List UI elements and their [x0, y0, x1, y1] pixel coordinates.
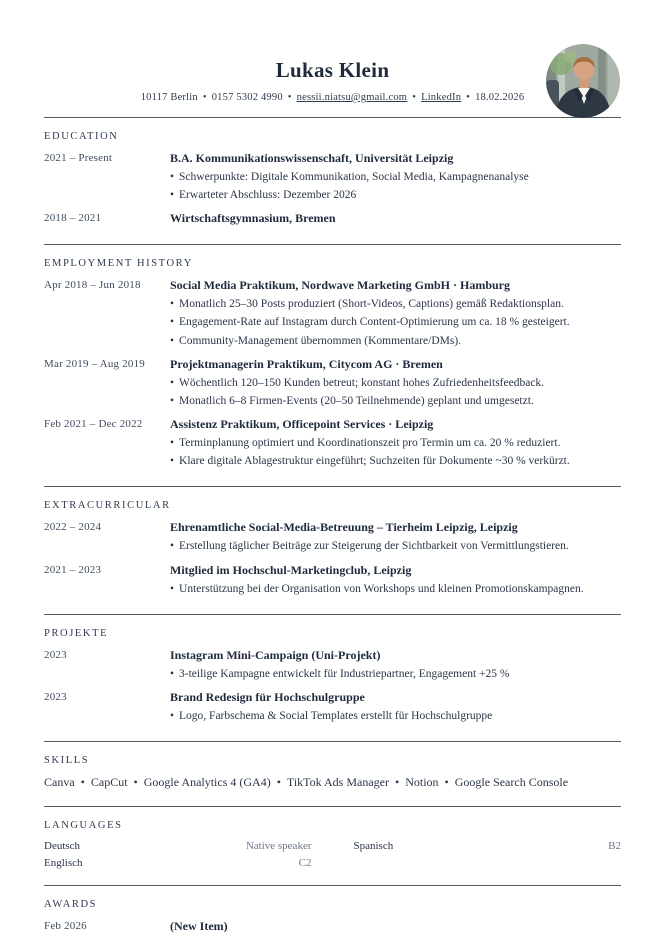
entry-bullet: • Klare digitale Ablagestruktur eingeführt; Suchzeiten für Dokumente ~30 % verkürzt.	[170, 452, 621, 470]
skill-item: Canva	[44, 775, 75, 790]
entry-title: Brand Redesign für Hochschulgruppe	[170, 689, 365, 704]
dot-separator: •	[394, 775, 400, 790]
bullet-marker: •	[170, 334, 175, 347]
entry-bullet: • Terminplanung optimiert und Koordinationszeit pro Termin um ca. 20 % reduziert.	[170, 434, 621, 452]
skill-item: Google Analytics 4 (GA4)	[143, 775, 271, 790]
dot-separator: •	[80, 775, 85, 790]
entry-bullet: • Wöchentlich 120–150 Kunden betreut; konstant hohes Zufriedenheitsfeedback.	[170, 374, 621, 392]
section-projekte	[44, 615, 621, 741]
section-education	[44, 118, 621, 244]
extracurricular-entry	[44, 520, 621, 555]
entry-title: Social Media Praktikum, Nordwave Marketing GmbH · Hamburg	[170, 278, 510, 293]
profile-photo-illustration	[546, 44, 620, 118]
entry-period: 2023	[44, 648, 67, 661]
dot-separator: •	[466, 92, 471, 103]
entry-bullet: • Unterstützung bei der Organisation von Workshops und kleinen Promotionskampagnen.	[170, 580, 621, 598]
contact-date: 18.02.2026	[475, 92, 525, 103]
bullet-marker: •	[170, 316, 175, 329]
profile-photo	[546, 44, 620, 118]
entry-bullet: • Community-Management übernommen (Kommentare/DMs).	[170, 332, 621, 350]
language-name: Spanisch	[353, 840, 394, 853]
section-employment-history	[44, 245, 621, 486]
section-heading: EXTRACURRICULAR	[44, 500, 171, 512]
section-heading: PROJEKTE	[44, 627, 109, 639]
language-name: Deutsch	[44, 840, 81, 853]
bullet-marker: •	[170, 171, 175, 183]
language-item	[354, 840, 622, 852]
employment-entry	[44, 417, 621, 470]
contact-phone: 0157 5302 4990	[211, 92, 283, 103]
section-skills	[44, 742, 621, 806]
language-level: Native speaker	[245, 840, 312, 853]
entry-bullet: • Erwarteter Abschluss: Dezember 2026	[170, 186, 621, 204]
entry-period: Feb 2021 – Dec 2022	[44, 418, 143, 431]
resume-header	[44, 46, 621, 103]
education-entry	[44, 151, 621, 204]
entry-bullet: • Schwerpunkte: Digitale Kommunikation, Social Media, Kampagnenanalyse	[170, 168, 621, 186]
dot-separator: •	[412, 92, 417, 103]
language-name: Englisch	[44, 857, 83, 870]
skill-item: Notion	[405, 775, 439, 790]
entry-title: Projektmanagerin Praktikum, Citycom AG · Bremen	[170, 356, 443, 371]
entry-title: (New Item)	[170, 919, 228, 934]
entry-bullet: • Engagement-Rate auf Instagram durch Content-Optimierung um ca. 18 % gesteigert.	[170, 313, 621, 331]
language-level: C2	[298, 857, 312, 870]
language-level: B2	[608, 840, 621, 853]
bullet-marker: •	[170, 540, 175, 553]
project-entry	[44, 690, 621, 725]
email-link[interactable]: nessii.niatsu@gmail.com	[296, 92, 408, 103]
employment-entry	[44, 357, 621, 410]
skill-item: Google Search Console	[454, 775, 569, 790]
language-item	[44, 857, 312, 869]
entry-period: Mar 2019 – Aug 2019	[44, 357, 145, 370]
page-title: Lukas Klein	[275, 58, 390, 82]
entry-title: B.A. Kommunikationswissenschaft, Universität Leipzig	[170, 151, 454, 165]
entry-period: Feb 2026	[44, 920, 87, 933]
contact-line	[44, 92, 621, 103]
entry-period: 2021 – 2023	[44, 563, 102, 576]
bullet-marker: •	[170, 394, 175, 407]
skills-list	[44, 775, 621, 790]
entry-period: Apr 2018 – Jun 2018	[44, 279, 141, 292]
dot-separator: •	[444, 775, 449, 790]
entry-period: 2021 – Present	[44, 152, 113, 164]
entry-bullet: • 3-teilige Kampagne entwickelt für Industriepartner, Engagement +25 %	[170, 665, 621, 683]
entry-title: Assistenz Praktikum, Officepoint Services · Leipzig	[170, 417, 434, 432]
bullet-marker: •	[170, 298, 175, 311]
entry-period: 2023	[44, 690, 67, 703]
linkedin-link[interactable]: LinkedIn	[421, 92, 462, 103]
section-heading: EMPLOYMENT HISTORY	[44, 258, 193, 270]
section-heading: SKILLS	[44, 755, 90, 767]
section-heading: AWARDS	[44, 899, 98, 911]
section-heading: LANGUAGES	[44, 820, 123, 832]
entry-title: Ehrenamtliche Social-Media-Betreuung – Tierheim Leipzig, Leipzig	[170, 520, 518, 535]
bullet-marker: •	[170, 189, 175, 202]
entry-title: Mitglied im Hochschul-Marketingclub, Leipzig	[170, 562, 412, 577]
award-entry	[44, 919, 621, 934]
language-item	[44, 840, 312, 852]
entry-bullet: • Logo, Farbschema & Social Templates erstellt für Hochschulgruppe	[170, 707, 621, 725]
education-entry	[44, 211, 621, 228]
extracurricular-entry	[44, 563, 621, 598]
bullet-marker: •	[170, 376, 175, 389]
entry-title: Wirtschaftsgymnasium, Bremen	[170, 211, 336, 226]
section-languages	[44, 807, 621, 885]
entry-bullet: • Erstellung täglicher Beiträge zur Steigerung der Sichtbarkeit von Vermittlungstieren.	[170, 537, 621, 555]
section-heading: EDUCATION	[44, 131, 119, 142]
dot-separator: •	[287, 92, 292, 103]
entry-period: 2018 – 2021	[44, 212, 102, 225]
languages-grid	[44, 840, 621, 869]
dot-separator: •	[133, 775, 138, 790]
entry-bullet: • Monatlich 6–8 Firmen-Events (20–50 Teilnehmende) geplant und umgesetzt.	[170, 392, 621, 410]
skill-item: CapCut	[90, 775, 128, 790]
contact-location: 10117 Berlin	[140, 92, 198, 103]
section-extracurricular	[44, 487, 621, 613]
bullet-marker: •	[170, 582, 175, 595]
entry-period: 2022 – 2024	[44, 521, 102, 534]
entry-title: Instagram Mini-Campaign (Uni-Projekt)	[170, 647, 381, 662]
dot-separator: •	[202, 92, 207, 103]
dot-separator: •	[276, 775, 281, 790]
language-item	[354, 857, 622, 869]
employment-entry	[44, 278, 621, 349]
bullet-marker: •	[170, 709, 175, 722]
skill-item: TikTok Ads Manager	[286, 775, 389, 790]
bullet-marker: •	[170, 437, 175, 450]
bullet-marker: •	[170, 455, 175, 468]
entry-bullet: • Monatlich 25–30 Posts produziert (Short-Videos, Captions) gemäß Redaktionsplan.	[170, 295, 621, 313]
project-entry	[44, 648, 621, 683]
section-awards	[44, 886, 621, 950]
bullet-marker: •	[170, 667, 175, 680]
